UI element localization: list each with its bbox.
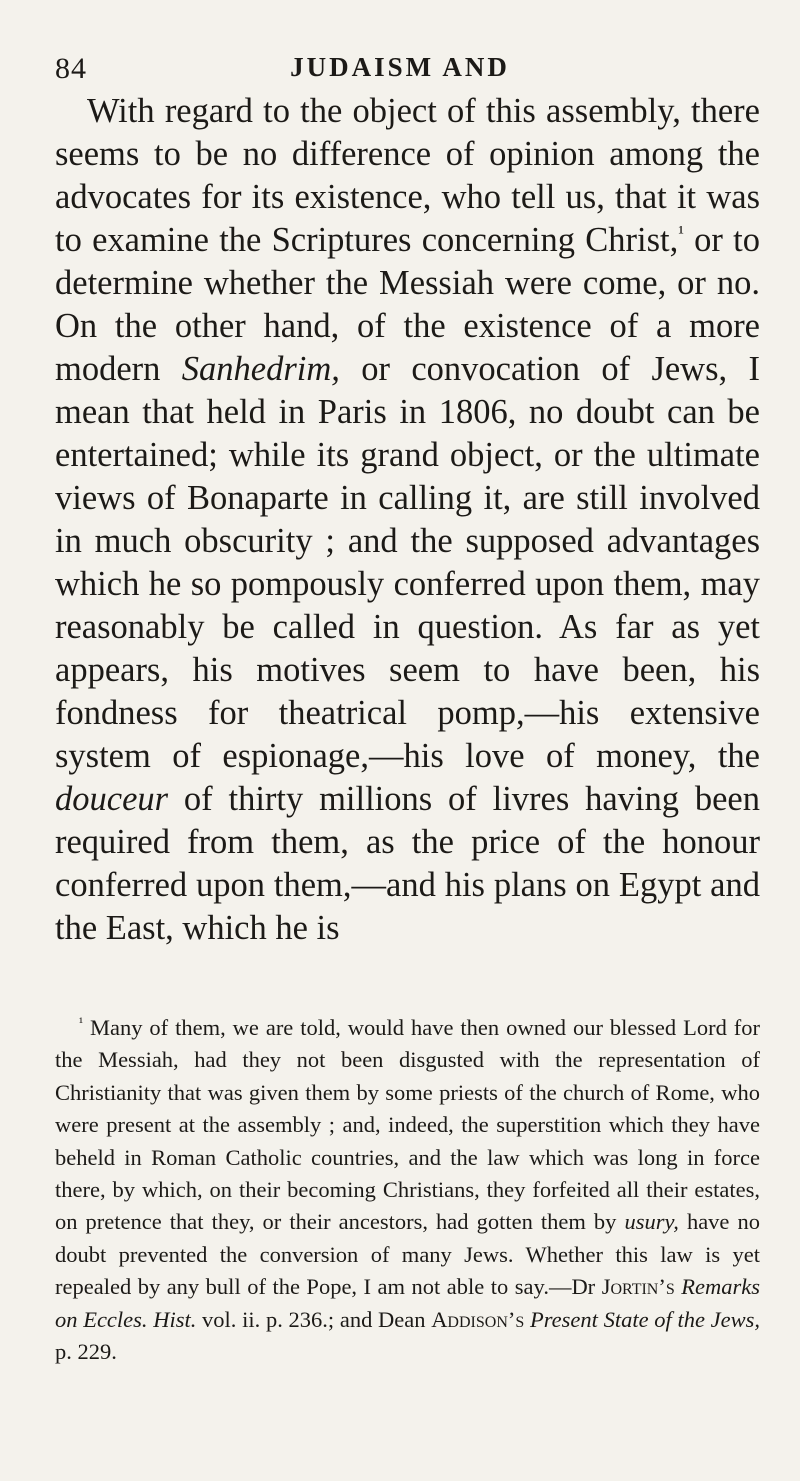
footnote: [55, 1012, 760, 1368]
author-jortin: Jortin’s: [601, 1274, 675, 1300]
footnote-text-run: have no doubt prevented the conversion of many Jews. Whether this law is yet repealed by any bull of the Pope, I am not able to say.—Dr: [55, 1209, 760, 1300]
footnote-text-run: Many of them, we are told, would have then owned our blessed Lord for the Messiah, had they not been disgusted with the representation of Christianity that was given them by some priests of the church of Rome, who were present at the assembly ; and, indeed, the superstition which they have beheld in Roman Catholic countries, and the law which was long in force there, by which, on their becoming Christians, they forfeited all their estates, on pretence that they, or their ancestors, had gotten them by: [55, 1015, 760, 1235]
body-paragraph: [55, 90, 760, 950]
footnote-text-run: vol. ii. p. 236.; and Dean: [196, 1306, 432, 1332]
body-text-run: of thirty millions of livres having been required from them, as the price of the honour conferred upon them,—and his plans on Egypt and the East, which he is: [55, 780, 760, 947]
running-title: JUDAISM AND: [290, 52, 510, 82]
body-text-run: or convocation of Jews, I mean that held in Paris in 1806, no doubt can be entertained; while its grand object, or the ultimate views of Bonaparte in calling it, are still involved in much obscurity ; and the supposed advantages which he so pompously conferred upon them, may reasonably be called in question. As far as yet appears, his motives seem to have been, his fondness for theatrical pomp,—his extensive system of espionage,—his love of money, the: [55, 350, 761, 775]
body-text-run: or to determine whether the Messiah were come, or no. On the other hand, of the existence of a more modern: [55, 221, 761, 388]
italic-term-sanhedrim: Sanhedrim,: [181, 350, 340, 388]
footnote-reference: ¹: [678, 222, 684, 244]
title-remarks-eccles-hist: Remarks on Eccles. Hist.: [55, 1274, 761, 1332]
title-present-state: Present State of the Jews,: [529, 1306, 760, 1332]
italic-term-douceur: douceur: [55, 780, 169, 818]
body-text-run: With regard to the object of this assembly, there seems to be no difference of opinion among the advocates for its existence, who tell us, that it was to examine the Scriptures concerning Christ,: [55, 92, 760, 259]
page-number: 84: [55, 52, 87, 85]
italic-term-usury: usury,: [624, 1209, 679, 1235]
running-head: [55, 52, 745, 92]
footnote-mark: ¹: [79, 1014, 84, 1030]
author-addison: Addison’s: [431, 1306, 525, 1332]
footnote-text-run: p. 229.: [55, 1339, 117, 1365]
